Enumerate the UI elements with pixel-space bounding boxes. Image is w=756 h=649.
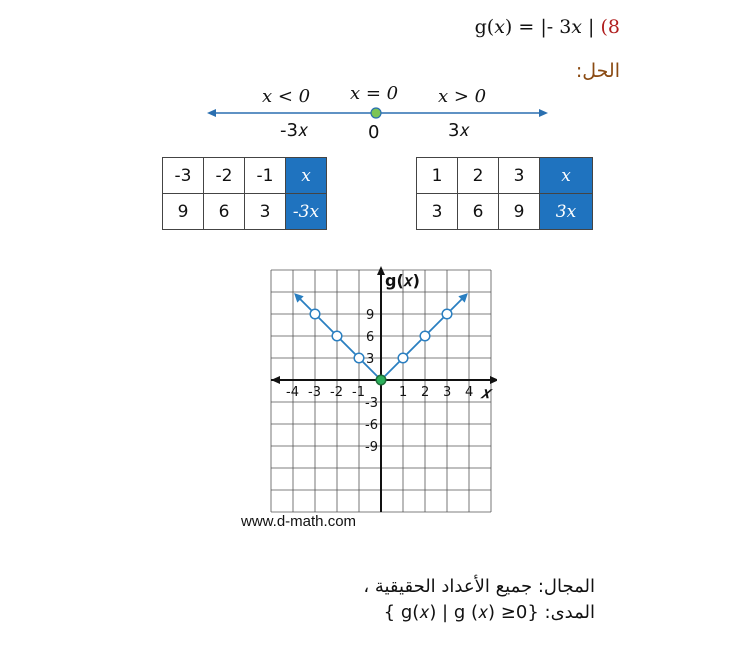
table-cell: 6 xyxy=(458,194,499,230)
y-tick-label: -3 xyxy=(365,396,378,411)
table-cell: 9 xyxy=(499,194,540,230)
problem-title xyxy=(475,16,620,38)
x-tick-label: -4 xyxy=(286,385,299,400)
table-header-cell: 𝑥 xyxy=(286,158,327,194)
graph-point xyxy=(398,353,408,363)
y-tick-label: 9 xyxy=(366,308,375,323)
function-graph xyxy=(265,266,497,516)
x-axis-label: 𝑥 xyxy=(481,383,490,402)
y-tick-label: 3 xyxy=(366,352,375,367)
number-line-value-positive: 3𝑥 xyxy=(448,120,470,141)
table-row xyxy=(417,158,593,194)
y-axis-label: g(𝑥) xyxy=(385,271,420,290)
table-row xyxy=(163,158,327,194)
number-line-label-zero: 𝑥 = 0 xyxy=(350,83,399,104)
x-axis-arrow-left xyxy=(271,376,280,384)
table-cell: 3 xyxy=(499,158,540,194)
y-tick-label: 6 xyxy=(366,330,375,345)
solution-label: الحل: xyxy=(575,60,620,82)
graph-point xyxy=(442,309,452,319)
problem-number: (8 xyxy=(600,16,620,38)
range-statement: المدى: {g(𝑥) | g (𝑥) ≥0 } xyxy=(383,602,595,623)
table-header-cell: 3𝑥 xyxy=(540,194,593,230)
table-cell: 3 xyxy=(417,194,458,230)
value-table-positive xyxy=(416,157,593,230)
x-tick-label: 2 xyxy=(421,385,430,400)
x-tick-label: -3 xyxy=(308,385,321,400)
number-line-label-positive: 𝑥 > 0 xyxy=(438,86,487,107)
x-axis-arrow-right xyxy=(490,376,497,384)
table-header-cell: 𝑥 xyxy=(540,158,593,194)
table-row xyxy=(417,194,593,230)
y-axis-arrow xyxy=(377,266,385,275)
table-header-cell: -3𝑥 xyxy=(286,194,327,230)
graph-point xyxy=(310,309,320,319)
value-table-negative xyxy=(162,157,327,230)
graph-point xyxy=(332,331,342,341)
table-cell: 1 xyxy=(417,158,458,194)
table-cell: 6 xyxy=(204,194,245,230)
y-tick-label: -6 xyxy=(365,418,378,433)
graph-point xyxy=(420,331,430,341)
number-line-zero-point xyxy=(371,108,381,118)
problem-function: g(𝑥) = |- 3𝑥 | xyxy=(474,16,595,38)
table-row xyxy=(163,194,327,230)
domain-statement: المجال: جميع الأعداد الحقيقية ، xyxy=(363,576,595,597)
graph-point xyxy=(354,353,364,363)
number-line-value-zero: 0 xyxy=(368,122,380,143)
graph-vertex-point xyxy=(376,375,386,385)
x-tick-label: 3 xyxy=(443,385,452,400)
watermark: www.d-math.com xyxy=(241,513,357,530)
number-line-value-negative: -3𝑥 xyxy=(280,120,308,141)
table-cell: 2 xyxy=(458,158,499,194)
x-tick-label: 1 xyxy=(399,385,408,400)
table-cell: -3 xyxy=(163,158,204,194)
table-cell: 3 xyxy=(245,194,286,230)
x-tick-label: -1 xyxy=(352,385,365,400)
y-tick-label: -9 xyxy=(365,440,378,455)
table-cell: 9 xyxy=(163,194,204,230)
table-cell: -1 xyxy=(245,158,286,194)
number-line-label-negative: 𝑥 < 0 xyxy=(262,86,311,107)
table-cell: -2 xyxy=(204,158,245,194)
x-tick-label: 4 xyxy=(465,385,474,400)
x-tick-label: -2 xyxy=(330,385,343,400)
